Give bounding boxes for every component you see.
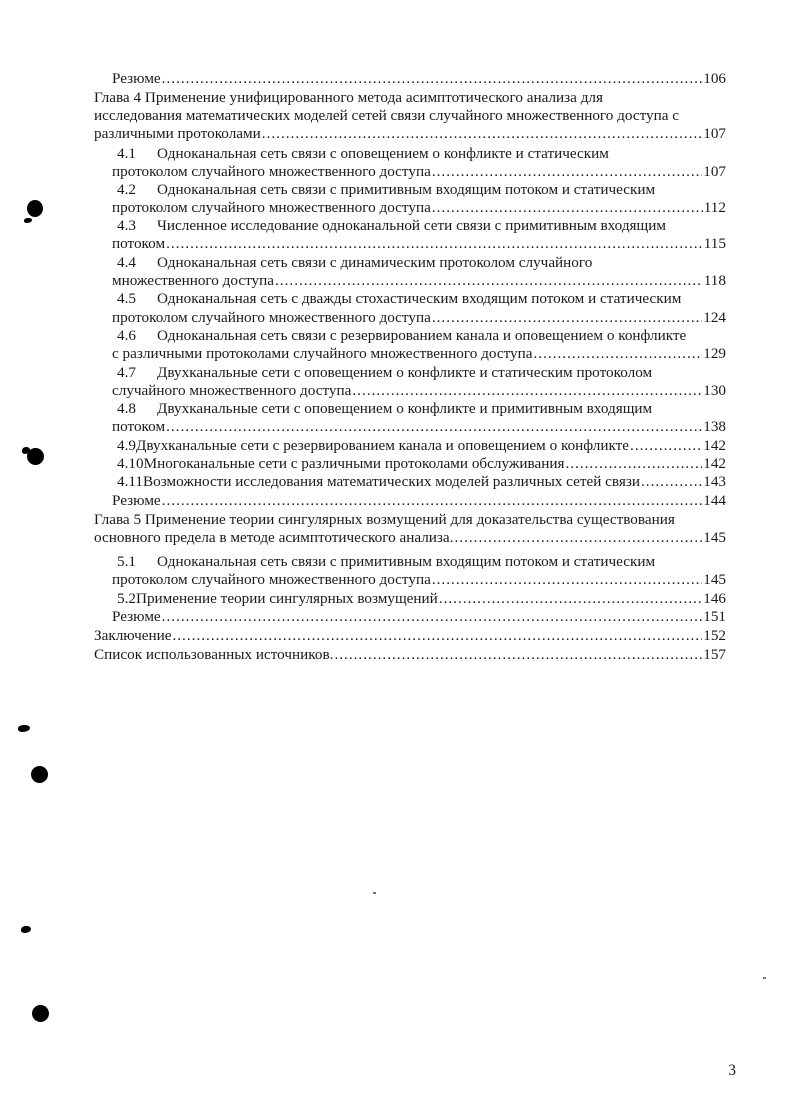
leader-dots [630, 437, 702, 455]
toc-entry-resume [112, 608, 726, 626]
toc-entry-label: Многоканальные сети с различными протоколами обслуживания [143, 455, 565, 472]
toc-entry-label: Список использованных источников. [94, 646, 334, 663]
toc-entry-4-4-line-1: 4.4 Одноканальная сеть связи с динамическим протоколом случайного [117, 254, 593, 271]
toc-entry-label: Резюме [112, 70, 161, 87]
toc-entry-4-6-line-1: 4.6 Одноканальная сеть связи с резервированием канала и оповещением о конфликте [117, 327, 687, 344]
leader-dots [275, 272, 703, 290]
toc-page-number: 145 [703, 571, 726, 588]
toc-page-number: 124 [703, 309, 726, 326]
toc-entry-label: различными протоколами [94, 125, 261, 142]
toc-entry-4-7 [112, 382, 726, 400]
toc-entry-label: основного предела в методе асимптотического анализа. [94, 529, 454, 546]
toc-entry-references [94, 646, 726, 664]
toc-entry-4-7-line-1: 4.7 Двухканальные сети с оповещением о конфликте и статическим протоколом [117, 364, 653, 381]
toc-page-number: 115 [703, 235, 726, 252]
toc-page-number: 146 [703, 590, 726, 607]
section-number: 4.9 [117, 437, 136, 454]
section-number: 4.4 [117, 254, 136, 271]
toc-page-number: 142 [703, 455, 726, 472]
toc-page-number: 112 [703, 199, 726, 216]
leader-dots [172, 627, 702, 645]
toc-entry-conclusion [94, 627, 726, 645]
toc-entry-4-9 [117, 437, 726, 455]
toc-page-number: 143 [703, 473, 726, 490]
toc-entry-5-1-line-1: 5.1 Одноканальная сеть связи с примитивным входящим потоком и статическим [117, 553, 656, 570]
toc-page-number: 130 [703, 382, 726, 399]
leader-dots [454, 529, 702, 547]
toc-entry-5-2 [117, 590, 726, 608]
toc-entry-label: Применение теории сингулярных возмущений [135, 590, 438, 607]
toc-entry-4-3-line-1: 4.3 Численное исследование одноканальной сети связи с примитивным входящим [117, 217, 666, 234]
section-number: 4.5 [117, 290, 136, 307]
punch-hole-mark [27, 200, 43, 217]
leader-dots [439, 590, 702, 608]
section-number: 5.1 [117, 553, 136, 570]
punch-hole-mark [32, 1005, 49, 1022]
toc-entry-chapter-5 [94, 529, 726, 547]
section-number: 4.1 [117, 145, 136, 162]
toc-page-number: 106 [703, 70, 726, 87]
leader-dots [432, 309, 702, 327]
page-number: 3 [728, 1062, 736, 1079]
toc-page-number: 129 [703, 345, 726, 362]
toc-page-number: 107 [703, 125, 726, 142]
leader-dots [166, 235, 703, 253]
chapter-5-title-line-1: Глава 5 Применение теории сингулярных возмущений для доказательства существования [94, 511, 675, 528]
toc-entry-label: Резюме [112, 492, 161, 509]
leader-dots [432, 163, 702, 181]
leader-dots [432, 571, 702, 589]
toc-entry-4-5 [112, 309, 726, 327]
leader-dots [641, 473, 702, 491]
scan-dot [763, 977, 766, 979]
toc-entry-4-8-line-1: 4.8 Двухканальные сети с оповещением о конфликте и примитивным входящим [117, 400, 653, 417]
toc-page-number: 107 [703, 163, 726, 180]
toc-entry-label: Возможности исследования математических моделей различных сетей связи [143, 473, 640, 490]
toc-entry-label: Двухканальные сети с резервированием канала и оповещением о конфликте [135, 437, 630, 454]
toc-entry-resume [112, 492, 726, 510]
toc-entry-4-4 [112, 272, 726, 290]
chapter-4-title-line-2: исследования математических моделей сетей связи случайного множественного доступа с [94, 107, 680, 124]
toc-entry-label: случайного множественного доступа [112, 382, 352, 399]
section-number: 4.8 [117, 400, 136, 417]
toc-entry-resume [112, 70, 726, 88]
toc-entry-chapter-4 [94, 125, 726, 143]
toc-entry-4-2-line-1: 4.2 Одноканальная сеть связи с примитивным входящим потоком и статическим [117, 181, 656, 198]
section-number: 4.11 [117, 473, 144, 490]
toc-entry-4-8 [112, 418, 726, 436]
toc-entry-label: протоколом случайного множественного доступа [112, 163, 431, 180]
leader-dots [432, 199, 703, 217]
toc-entry-label: потоком [112, 418, 166, 435]
scan-dot [373, 892, 376, 894]
chapter-4-title-line-1: Глава 4 Применение унифицированного метода асимптотического анализа для [94, 89, 603, 106]
toc-page-number: 151 [703, 608, 726, 625]
leader-dots [533, 345, 702, 363]
section-number: 4.7 [117, 364, 136, 381]
toc-entry-4-11 [117, 473, 726, 491]
toc-entry-4-10 [117, 455, 726, 473]
toc-page-number: 144 [703, 492, 726, 509]
leader-dots [334, 646, 702, 664]
toc-entry-label: множественного доступа [112, 272, 274, 289]
toc-entry-4-5-line-1: 4.5 Одноканальная сеть с дважды стохастическим входящим потоком и статическим [117, 290, 682, 307]
toc-entry-label: с различными протоколами случайного множественного доступа [112, 345, 533, 362]
punch-hole-mark [31, 766, 48, 783]
section-number: 4.10 [117, 455, 144, 472]
leader-dots [166, 418, 702, 436]
section-number: 5.2 [117, 590, 136, 607]
leader-dots [162, 608, 703, 626]
section-number: 4.6 [117, 327, 136, 344]
toc-entry-label: потоком [112, 235, 166, 252]
section-number: 4.2 [117, 181, 136, 198]
toc-entry-label: протоколом случайного множественного доступа [112, 309, 431, 326]
toc-entry-label: протоколом случайного множественного доступа [112, 199, 431, 216]
toc-entry-label: протоколом случайного множественного доступа [112, 571, 431, 588]
toc-entry-4-3 [112, 235, 726, 253]
toc-page-number: 145 [703, 529, 726, 546]
leader-dots [352, 382, 702, 400]
toc-entry-4-6 [112, 345, 726, 363]
toc-entry-4-1 [112, 163, 726, 181]
leader-dots [565, 455, 702, 473]
toc-entry-5-1 [112, 571, 726, 589]
toc-page-number: 138 [703, 418, 726, 435]
toc-entry-4-2 [112, 199, 726, 217]
toc-entry-label: Резюме [112, 608, 161, 625]
leader-dots [162, 492, 703, 510]
toc-entry-label: Заключение [94, 627, 172, 644]
toc-page-number: 142 [703, 437, 726, 454]
toc-page-number: 118 [703, 272, 726, 289]
leader-dots [162, 70, 703, 88]
toc-page-number: 152 [703, 627, 726, 644]
section-number: 4.3 [117, 217, 136, 234]
toc-entry-4-1-line-1: 4.1 Одноканальная сеть связи с оповещением о конфликте и статическим [117, 145, 609, 162]
toc-page-number: 157 [703, 646, 726, 663]
leader-dots [262, 125, 702, 143]
